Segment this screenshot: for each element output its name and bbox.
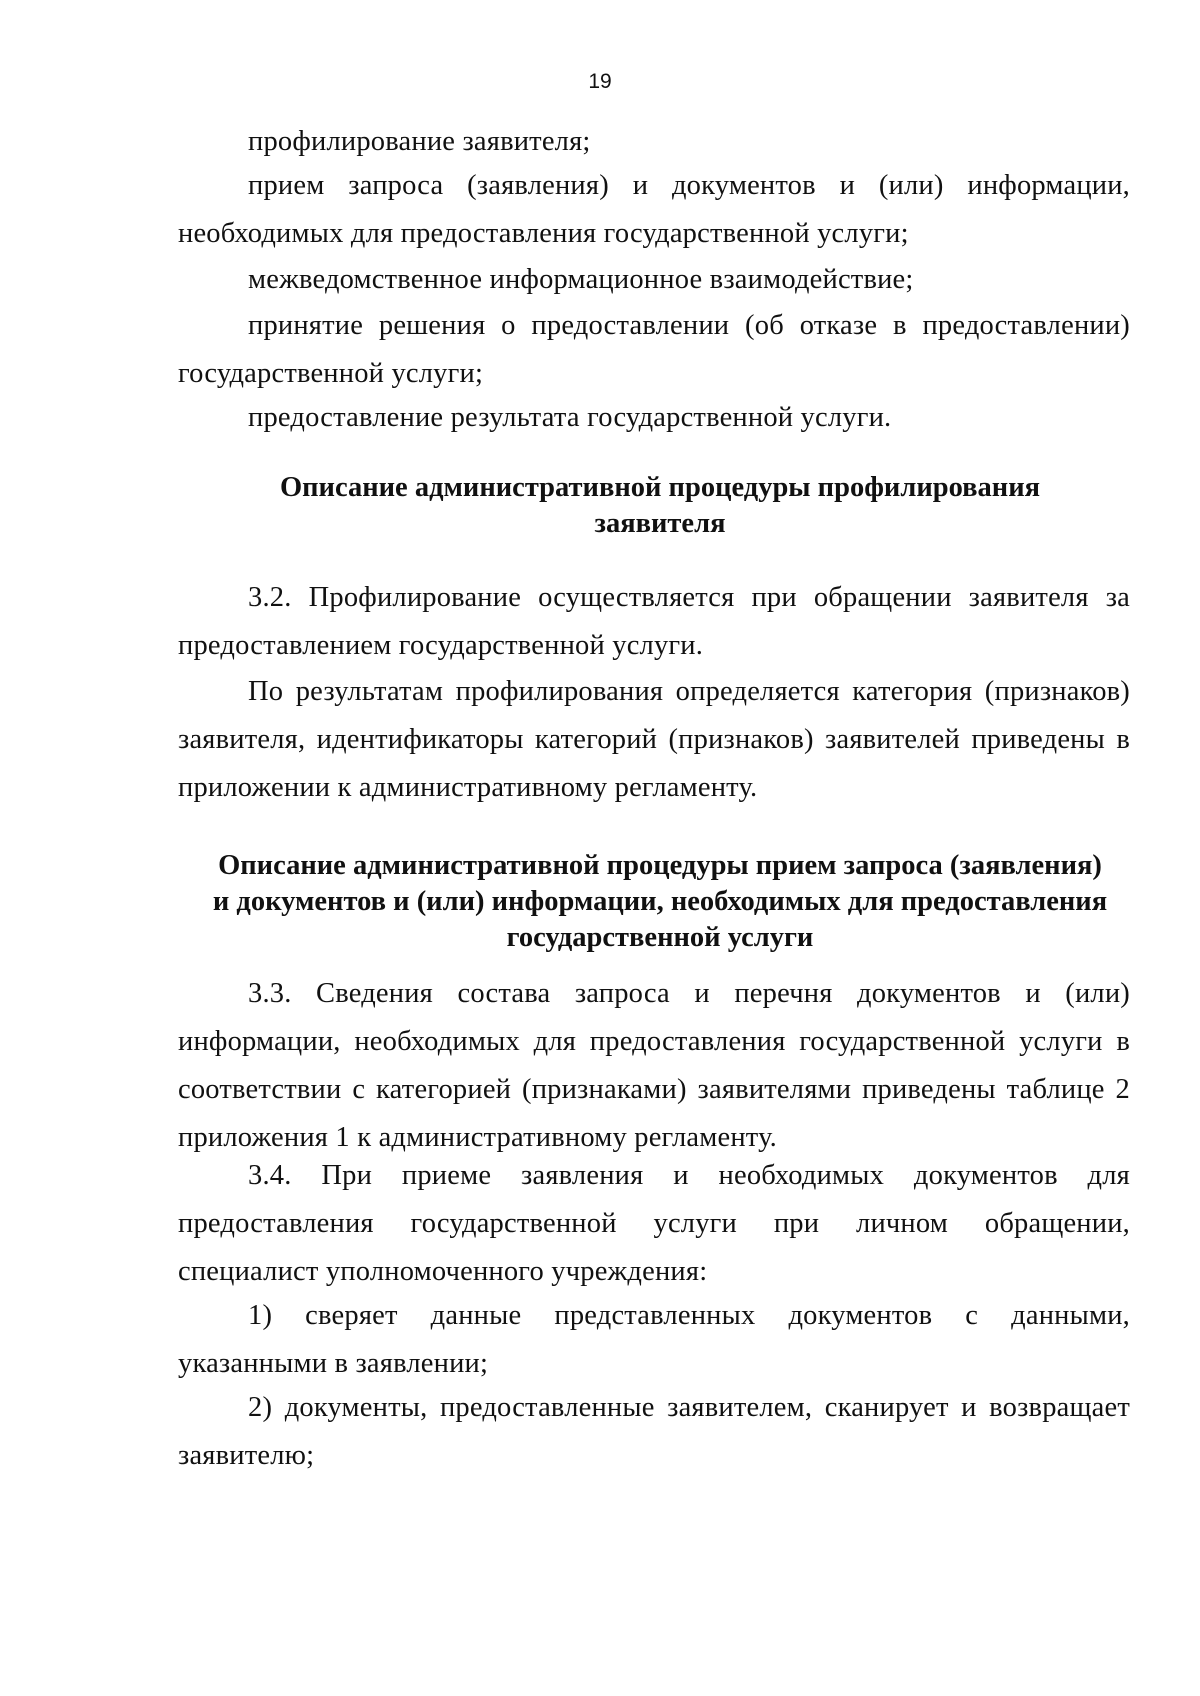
list-item-request-intake: прием запроса (заявления) и документов и (или) информации, необходимых для предоставления государственной услуги;: [178, 170, 1130, 249]
section-heading-profiling: Описание административной процедуры профилирования заявителя: [279, 472, 1041, 539]
paragraph-3-2: 3.2. Профилирование осуществляется при обращении заявителя за предоставлением государственной услуги.: [178, 582, 1130, 661]
page-number: 19: [588, 70, 612, 93]
paragraph-3-4: 3.4. При приеме заявления и необходимых документов для предоставления государственной услуги при личном обращении, специалист уполномоченного учреждения:: [178, 1160, 1130, 1287]
list-item-interagency: межведомственное информационное взаимодействие;: [248, 264, 914, 295]
list-item-scan-documents: 2) документы, предоставленные заявителем, сканирует и возвращает заявителю;: [178, 1392, 1130, 1471]
paragraph-3-3: 3.3. Сведения состава запроса и перечня документов и (или) информации, необходимых для предоставления государственной услуги в соответствии с категорией (признаками) заявителями приведены таблице 2 приложения 1 к административному регламенту.: [178, 978, 1130, 1153]
list-item-result: предоставление результата государственной услуги.: [248, 402, 892, 433]
section-heading-request-intake: Описание административной процедуры прием запроса (заявления) и документов и (или) информации, необходимых для предоставления государственной услуги: [212, 850, 1108, 953]
list-item-verify-documents: 1) сверяет данные представленных документов с данными, указанными в заявлении;: [178, 1300, 1130, 1379]
list-item-profiling: профилирование заявителя;: [248, 126, 591, 157]
list-item-decision: принятие решения о предоставлении (об отказе в предоставлении) государственной услуги;: [178, 310, 1130, 389]
paragraph-profiling-results: По результатам профилирования определяется категория (признаков) заявителя, идентификаторы категорий (признаков) заявителей приведены в приложении к административному регламенту.: [178, 676, 1130, 803]
